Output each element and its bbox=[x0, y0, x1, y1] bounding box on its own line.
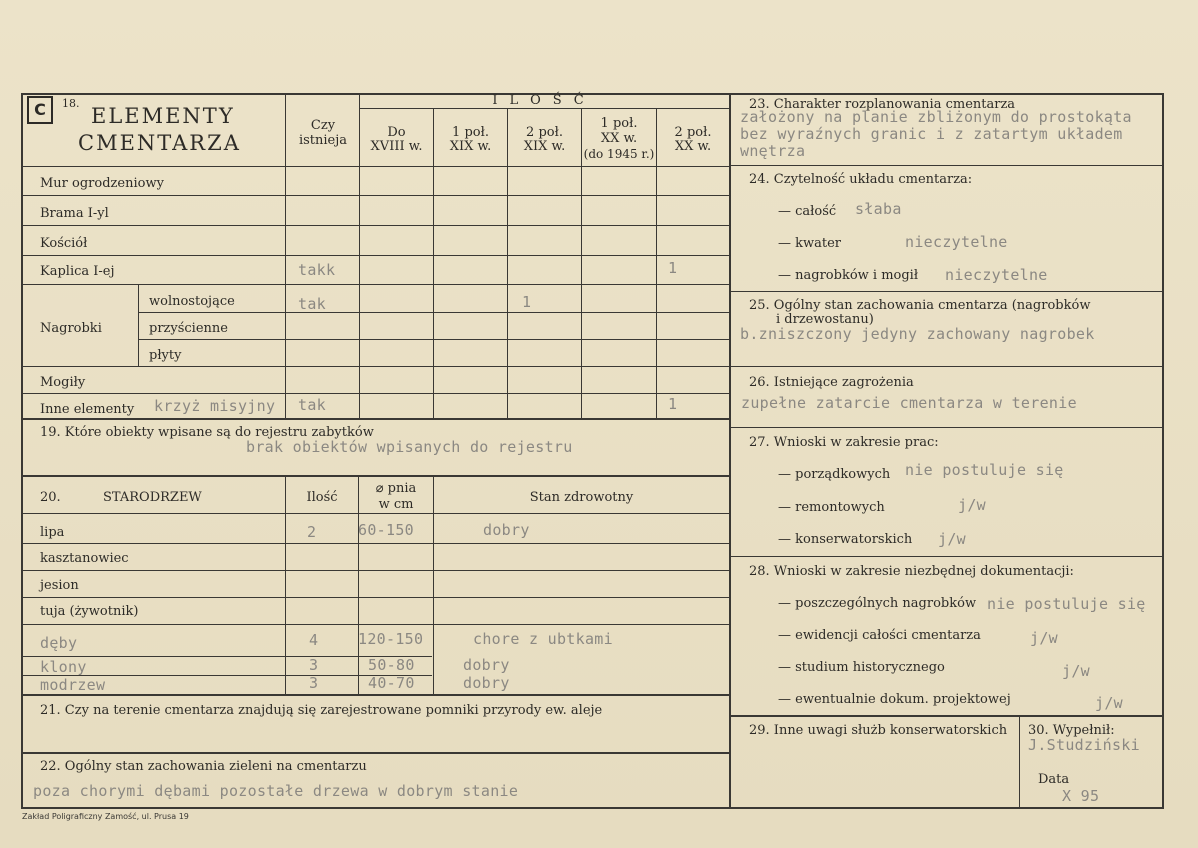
tree-pnia: 40-70 bbox=[368, 674, 415, 692]
elements-title-line1: ELEMENTY bbox=[91, 104, 235, 128]
q28-item-label: — poszczególnych nagrobków bbox=[778, 596, 977, 611]
q24-item-label: — nagrobków i mogił bbox=[778, 268, 919, 283]
q28-item-value: j/w bbox=[1030, 629, 1058, 647]
col-pnia-unit: w cm bbox=[378, 497, 414, 512]
starodrzew-number: 20. bbox=[40, 490, 61, 505]
section-c-label: C bbox=[27, 96, 53, 124]
q28-label: 28. Wnioski w zakresie niezbędnej dokumentacji: bbox=[749, 564, 1074, 579]
starodrzew-title: STARODRZEW bbox=[103, 490, 202, 505]
q22-label: 22. Ogólny stan zachowania zieleni na cmentarzu bbox=[40, 759, 367, 774]
q22-answer: poza chorymi dębami pozostałe drzewa w dobrym stanie bbox=[33, 782, 519, 800]
q26-answer: zupełne zatarcie cmentarza w terenie bbox=[741, 394, 1077, 412]
printer-footer: Zakład Poligraficzny Zamość, ul. Prusa 19 bbox=[22, 812, 189, 821]
col-header-l2: XX w. bbox=[674, 139, 712, 154]
col-header-l1: 2 poł. bbox=[674, 125, 712, 140]
tree-ilosc: 4 bbox=[309, 631, 319, 649]
row-label-nagrobki: Nagrobki bbox=[40, 321, 102, 336]
q27-label: 27. Wnioski w zakresie prac: bbox=[749, 435, 939, 450]
section-number: 18. bbox=[62, 97, 80, 110]
q25-label-line1: 25. Ogólny stan zachowania cmentarza (nagrobków bbox=[749, 298, 1091, 313]
q28-item-label: — studium historycznego bbox=[778, 660, 945, 675]
row-label-mogily: Mogiły bbox=[40, 375, 86, 390]
q27-item-value: nie postuluje się bbox=[905, 461, 1064, 479]
q25-label-line2: i drzewostanu) bbox=[776, 312, 874, 327]
col-stan-header: Stan zdrowotny bbox=[529, 490, 634, 505]
inne-xx2-value: 1 bbox=[668, 395, 678, 413]
tree-ilosc: 3 bbox=[309, 656, 319, 674]
q28-item-value: nie postuluje się bbox=[987, 595, 1146, 613]
frame-left bbox=[21, 93, 23, 809]
col-ilosc-header: Ilość bbox=[306, 490, 338, 505]
col-header-l1: Do bbox=[387, 125, 406, 140]
tree-name: klony bbox=[40, 658, 87, 676]
wolno-exists-value: tak bbox=[298, 295, 326, 313]
frame-bottom bbox=[21, 807, 1164, 809]
tree-pnia: 60-150 bbox=[358, 521, 414, 539]
q24-item-value: słaba bbox=[855, 200, 902, 218]
tree-label-jesion: jesion bbox=[40, 578, 79, 593]
tree-ilosc: 2 bbox=[307, 523, 317, 541]
frame-right bbox=[1162, 93, 1164, 809]
col-header-l2: XIX w. bbox=[449, 139, 492, 154]
row-label-kosciol: Kościół bbox=[40, 236, 88, 251]
tree-pnia: 120-150 bbox=[358, 630, 424, 648]
q23-answer-line3: wnętrza bbox=[740, 142, 806, 160]
q30-name: J.Studziński bbox=[1028, 736, 1140, 754]
row-label-brama: Brama I-yl bbox=[40, 206, 109, 221]
wolno-xix2-value: 1 bbox=[522, 293, 532, 311]
tree-label-tuja: tuja (żywotnik) bbox=[40, 604, 139, 619]
inne-desc-value: krzyż misyjny bbox=[154, 397, 276, 415]
kaplica-xx2-value: 1 bbox=[668, 259, 678, 277]
col-header-l2: XVIII w. bbox=[370, 139, 423, 154]
q23-answer-line2: bez wyraźnych granic i z zatartym układem bbox=[740, 125, 1123, 143]
col-exists-header: Czy istnieja bbox=[298, 118, 348, 148]
q24-item-value: nieczytelne bbox=[945, 266, 1048, 284]
row-label-plyty: płyty bbox=[149, 348, 182, 363]
col-header-l3: (do 1945 r.) bbox=[583, 147, 655, 161]
q24-label: 24. Czytelność układu cmentarza: bbox=[749, 172, 973, 187]
tree-label-kasztanowiec: kasztanowiec bbox=[40, 551, 129, 566]
col-pnia-header: ⌀ pnia bbox=[375, 481, 417, 496]
q21-label: 21. Czy na terenie cmentarza znajdują się zarejestrowane pomniki przyrody ew. aleje bbox=[40, 703, 603, 718]
tree-ilosc: 3 bbox=[309, 674, 319, 692]
q27-item-label: — konserwatorskich bbox=[778, 532, 913, 547]
q26-label: 26. Istniejące zagrożenia bbox=[749, 375, 914, 390]
row-label-przyscienne: przyścienne bbox=[149, 321, 228, 336]
q28-item-value: j/w bbox=[1095, 694, 1123, 712]
q30-date: X 95 bbox=[1062, 787, 1100, 805]
q27-item-value: j/w bbox=[938, 530, 966, 548]
q29-label: 29. Inne uwagi służb konserwatorskich bbox=[749, 723, 1008, 738]
elements-title-line2: CMENTARZA bbox=[78, 131, 241, 155]
col-header-l1: 2 poł. bbox=[526, 125, 563, 140]
kaplica-exists-value: takk bbox=[298, 261, 336, 279]
q19-label: 19. Które obiekty wpisane są do rejestru zabytków bbox=[40, 425, 374, 440]
q30-label: 30. Wypełnił: bbox=[1028, 723, 1115, 738]
col-header-l1: 1 poł. bbox=[600, 116, 638, 131]
inne-exists-value: tak bbox=[298, 396, 326, 414]
row-label-mur: Mur ogrodzeniowy bbox=[40, 176, 164, 191]
tree-stan: dobry bbox=[463, 674, 510, 692]
q24-item-value: nieczytelne bbox=[905, 233, 1008, 251]
q28-item-label: — ewentualnie dokum. projektowej bbox=[778, 692, 1011, 707]
col-header-l2: XX w. bbox=[600, 131, 638, 146]
q28-item-value: j/w bbox=[1062, 662, 1090, 680]
q28-item-label: — ewidencji całości cmentarza bbox=[778, 628, 981, 643]
q30-date-label: Data bbox=[1038, 772, 1070, 787]
frame-middle bbox=[729, 93, 731, 809]
tree-pnia: 50-80 bbox=[368, 656, 415, 674]
q23-answer-line1: założony na planie zbliżonym do prostokąta bbox=[740, 108, 1132, 126]
q24-item-label: — całość bbox=[778, 204, 837, 219]
row-label-inne: Inne elementy bbox=[40, 402, 135, 417]
col-header-l1: 1 poł. bbox=[452, 125, 489, 140]
tree-stan: dobry bbox=[483, 521, 530, 539]
ilosc-header: ILOŚĆ bbox=[492, 93, 596, 108]
tree-stan: chore z ubtkami bbox=[473, 630, 613, 648]
q27-item-value: j/w bbox=[958, 496, 986, 514]
tree-label-lipa: lipa bbox=[40, 525, 65, 540]
q24-item-label: — kwater bbox=[778, 236, 842, 251]
col-header-l2: XIX w. bbox=[523, 139, 566, 154]
q19-answer: brak obiektów wpisanych do rejestru bbox=[246, 438, 573, 456]
tree-name: dęby bbox=[40, 634, 78, 652]
tree-stan: dobry bbox=[463, 656, 510, 674]
q27-item-label: — remontowych bbox=[778, 500, 885, 515]
q25-answer: b.zniszczony jedyny zachowany nagrobek bbox=[740, 325, 1095, 343]
row-label-kaplica: Kaplica I-ej bbox=[40, 264, 115, 279]
tree-name: modrzew bbox=[40, 676, 106, 694]
q27-item-label: — porządkowych bbox=[778, 467, 891, 482]
row-label-wolnostojace: wolnostojące bbox=[149, 294, 235, 309]
q23-label: 23. Charakter rozplanowania cmentarza bbox=[749, 97, 1016, 112]
